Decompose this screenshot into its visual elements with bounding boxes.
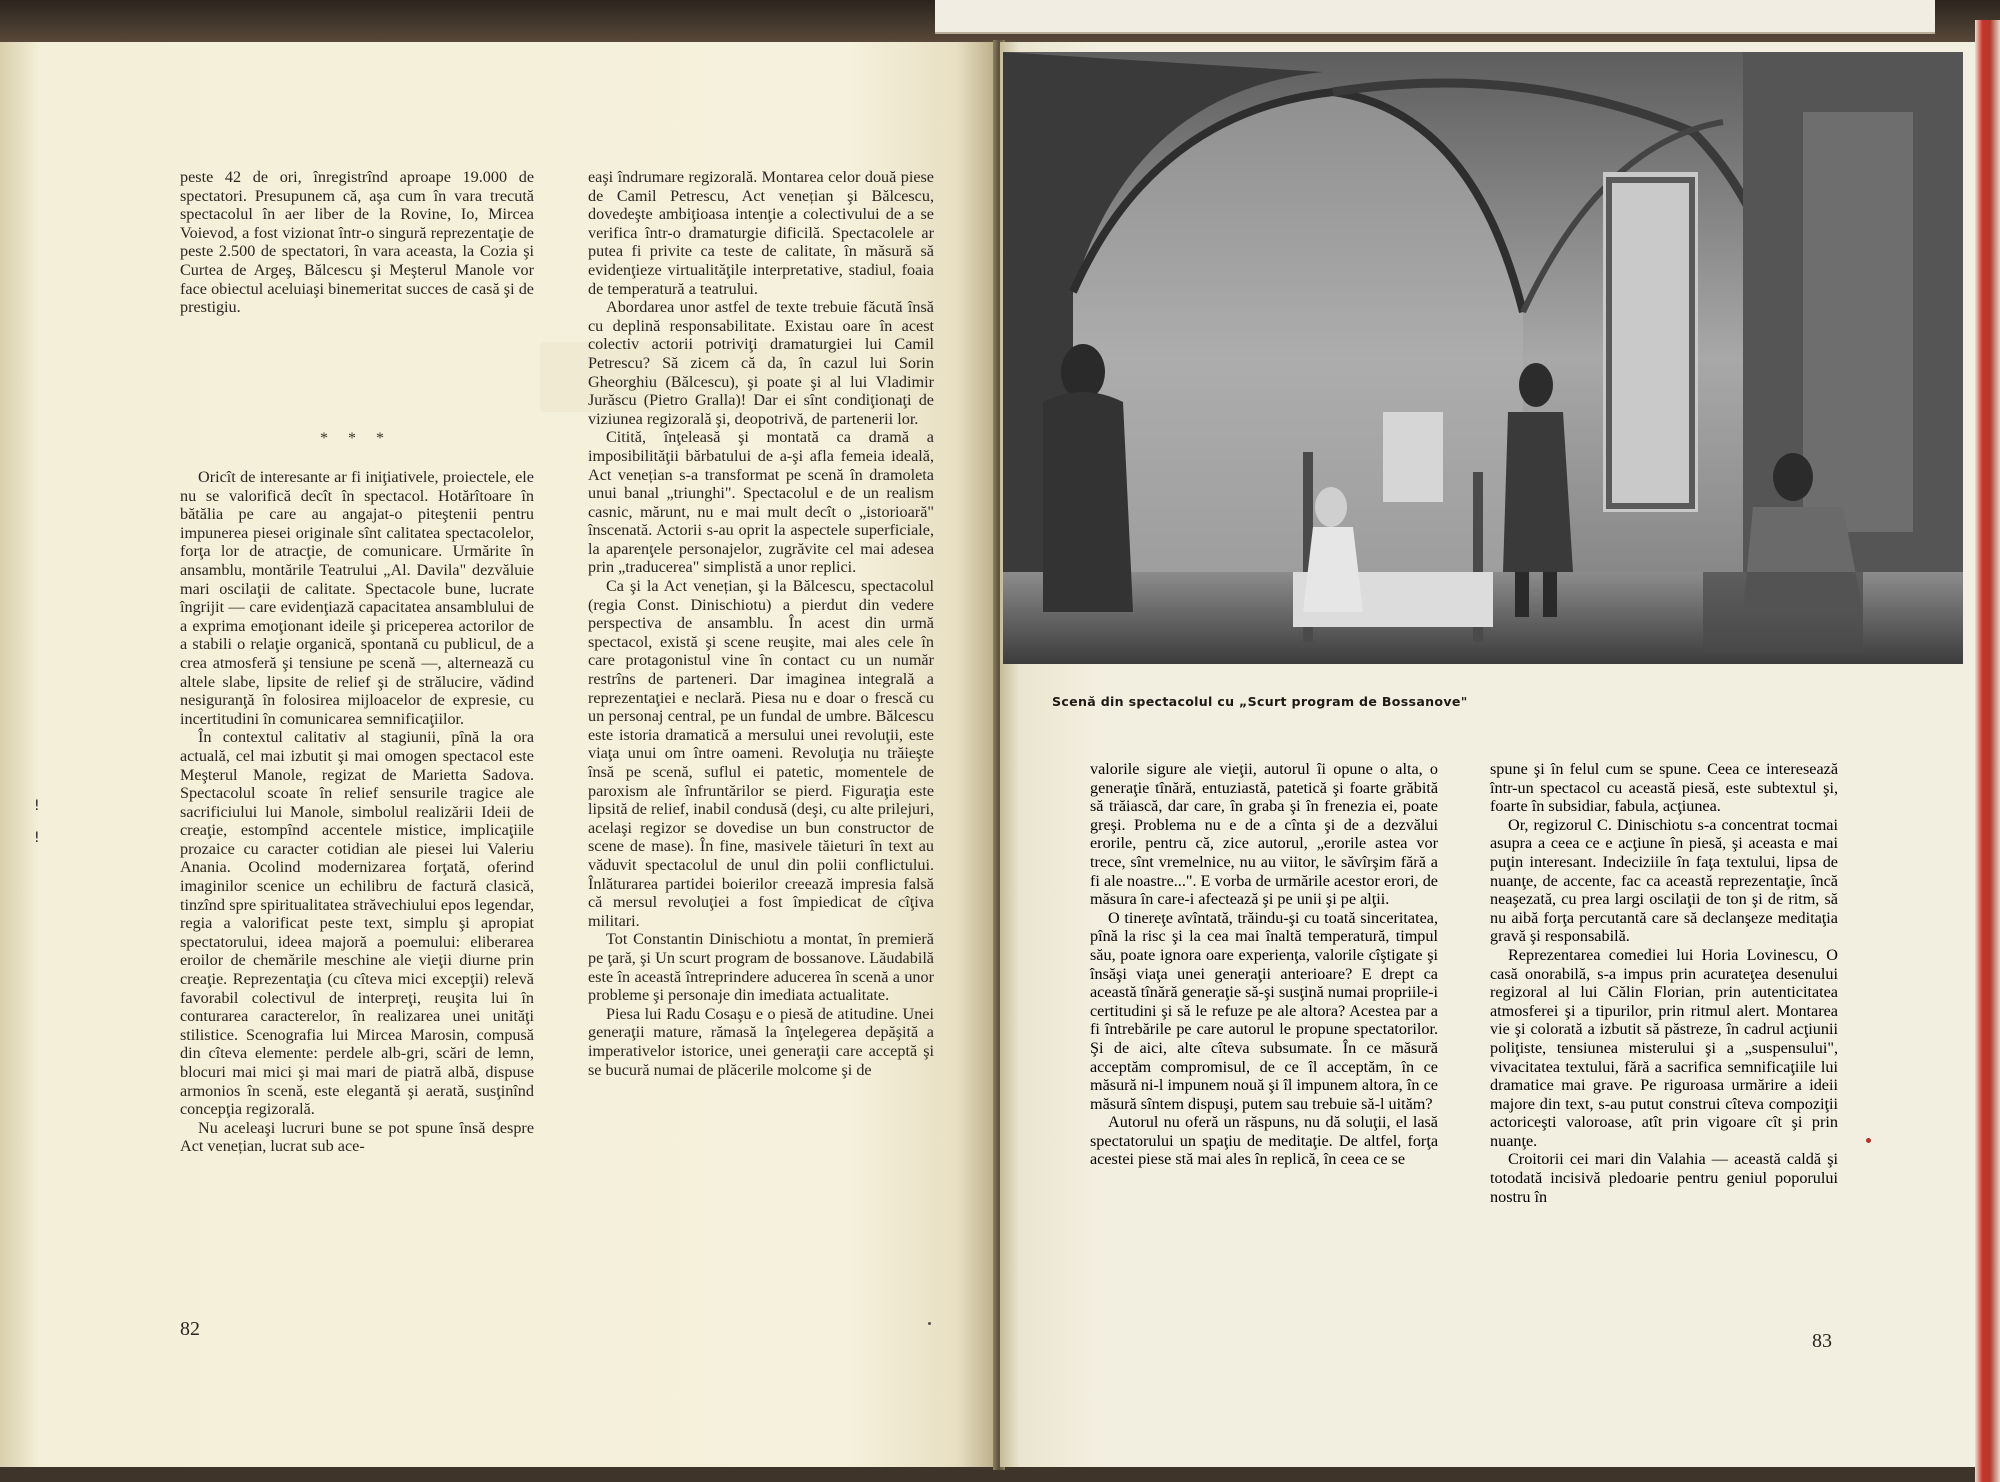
- paragraph: eaşi îndrumare regizorală. Montarea celor două piese de Camil Petrescu, Act venețian şi Bălcescu, dovedeşte ambiţioasa intenţie a colectivului de a se verifica într-o dramaturgie dificilă. Spectacolele ar putea fi privite ca teste de calitate, în măsură să evidenţieze virtualităţile interpretative, stadiul, foaia de temperatură a teatrului.: [588, 168, 934, 298]
- paragraph: Tot Constantin Dinischiotu a montat, în premieră pe ţară, şi Un scurt program de bossanove. Lăudabilă este în această întreprindere aducerea în scenă a unor probleme şi personaje din imediata actualitate.: [588, 930, 934, 1005]
- paragraph: spune şi în felul cum se spune. Ceea ce interesează într-un spectacol cu această piesă, este subtextul şi, foarte în subsidiar, fabula, acţiunea.: [1490, 760, 1838, 816]
- paragraph: Or, regizorul C. Dinischiotu s-a concentrat tocmai asupra a ceea ce e acţiune în piesă, şi aceasta e mai puţin interesant. Indeciziile în faţa textului, lipsa de nuanţe, de accente, fac ca această reprezentaţie, încă neaşezată, cu prea largi oscilaţii de ton şi de ritm, să nu aibă forţa percutantă care să declanşeze meditaţia gravă şi responsabilă.: [1490, 815, 1838, 946]
- photo-caption: Scenă din spectacolul cu „Scurt program de Bossanove": [1052, 694, 1468, 709]
- paragraph: Citită, înţeleasă şi montată ca dramă a imposibilităţii bărbatului de a-şi afla femeia ideală, Act venețian s-a transformat pe scenă în dramoleta unui banal „triunghi". Spectacolul e de un realism casnic, mărunt, nu e mai mult decît o „istorioară" înscenată. Actorii s-au oprit la aspectele superficiale, la aparenţele personajelor, zugrăvite cel mai adesea prin „traducerea" simplistă a unor replici.: [588, 428, 934, 577]
- margin-mark-2: !: [34, 830, 40, 846]
- paragraph: valorile sigure ale vieţii, autorul îi opune o alta, o generaţie tînără, entuziastă, patetică şi foarte grăbită să trăiască, dar care, în graba şi în frenezia ei, poate greşi. Problema nu e de a cînta şi de a dezvălui erorile, pentru că, zice autorul, „erorile astea vor trece, sînt vremelnice, nu au viitor, le săvîrşim fără a fi ale noastre...". E vorba de urmările acestor erori, de măsura în care-i afectează şi pe unii şi pe alţii.: [1090, 760, 1438, 909]
- paragraph: Nu aceleaşi lucruri bune se pot spune însă despre Act venețian, lucrat sub ace-: [180, 1118, 534, 1156]
- paragraph: Croitorii cei mari din Valahia — această caldă şi totodată incisivă pledoarie pentru geniul poporului nostru în: [1490, 1150, 1838, 1206]
- left-col-2: [588, 168, 934, 1079]
- stage-photo: [1003, 52, 1963, 664]
- left-col-1-top: [180, 168, 534, 317]
- left-col-1-bottom: [180, 468, 534, 1156]
- left-page: [0, 42, 997, 1467]
- right-col-1: [1090, 760, 1438, 1169]
- top-loose-sheet: [935, 0, 1935, 34]
- right-col-2: [1490, 760, 1838, 1206]
- paragraph: Oricît de interesante ar fi iniţiativele, proiectele, ele nu se valorifică decît în spectacol. Hotărîtoare în bătălia pe care au angajat-o piteştenii pentru impunerea piesei originale sînt calitatea spectacolelor, forţa lor de atracţie, de comunicare. Urmărite în ansamblu, montările Teatrului „Al. Davila" dezvăluie mari oscilaţii de calitate. Spectacole bune, lucrate îngrijit — care evidenţiază capacitatea ansamblului de a exprima emoţionant ideile şi priceperea actorilor de a stabili o relaţie organică, spontană cu publicul, de a crea atmosferă şi tensiune pe scenă —, alternează cu altele slabe, lipsite de relief şi de strălucire, vădind nesiguranţă în folosirea mijloacelor de expresie, cu incertitudini în comunicarea semnificaţiilor.: [180, 468, 534, 728]
- margin-mark-1: !: [34, 798, 40, 814]
- stage-photo-drawing: [1003, 52, 1963, 664]
- section-separator: * * *: [320, 430, 392, 447]
- paragraph: Reprezentarea comediei lui Horia Lovinescu, O casă onorabilă, s-a impus prin acurateţea desenului regizoral al lui Călin Florian, prin autenticitatea atmosferei şi a tipurilor, prin ritmul alert. Montarea vie şi colorată a izbutit să păstreze, în cadrul acţiunii poliţiste, tensiunea misterului şi a „suspensului", vivacitatea textului, fără a sacrifica semnificaţiile lui dramatice mai grave. Pe riguroasa urmărire a ideii majore din text, s-au putut construi cîteva compoziţii actoriceşti valoroase, atît prin vigoare cît şi prin nuanţe.: [1490, 945, 1838, 1150]
- book-fore-edge: [1975, 20, 2000, 1482]
- page-number-left: 82: [180, 1318, 200, 1340]
- ink-speck: [928, 1322, 931, 1325]
- paragraph: Autorul nu oferă un răspuns, nu dă soluţii, el lasă spectatorului un spaţiu de meditaţie. De altfel, forţa acestei piese stă mai ales în replică, în ceea ce se: [1090, 1113, 1438, 1169]
- paragraph: O tinereţe avîntată, trăindu-şi cu toată sinceritatea, pînă la risc şi la cea mai înaltă temperatură, timpul său, poate ignora oare experienţa, valorile cîştigate şi însăşi viaţa unei generaţii anterioare? E drept ca această tînără generaţie să-şi susţină numai propriile-i certitudini şi să le refuze pe ale altora? Acestea par a fi întrebările pe care autorul le propune spectatorilor. Şi de aici, alte cîteva subsumate. În ce măsură acceptăm compromisul, de ce îl acceptăm, în ce măsură ni-l impunem nouă şi îl impunem altora, în ce măsură sîntem dispuşi, putem sau trebuie să-l uităm?: [1090, 908, 1438, 1113]
- paragraph: peste 42 de ori, înregistrînd aproape 19.000 de spectatori. Presupunem că, aşa cum în vara trecută spectacolul în aer liber de la Rovine, Io, Mircea Voievod, a fost vizionat într-o singură reprezentaţie de peste 2.500 de spectatori, în vara aceasta, la Cozia şi Curtea de Argeş, Bălcescu şi Meşterul Manole vor face obiectul aceluiaşi binemeritat succes de casă şi de prestigiu.: [180, 168, 534, 317]
- red-ink-dot: [1866, 1138, 1871, 1143]
- paragraph: În contextul calitativ al stagiunii, pînă la ora actuală, cel mai izbutit şi mai omogen spectacol este Meşterul Manole, regizat de Marietta Sadova. Spectacolul scoate în relief sensurile tragice ale sacrificiului lui Manole, simbolul realizării Ideii de creaţie, estompînd accentele mistice, implicaţiile prozaice cu caracter cotidian ale piesei lui Valeriu Anania. Ocolind modernizarea forţată, oferind imaginilor scenice un echilibru de factură clasică, tinzînd spre spiritualitatea străvechiului epos legendar, regia a valorificat peste text, simplu şi apropiat spectatorului, ideea majoră a poemului: eliberarea eroilor de chemările meschine ale vieţii diurne prin creaţie. Reprezentaţia (cu cîteva mici excepţii) relevă favorabil colectivul de interpreţi, reuşita lui în conturarea caracterelor, în realizarea unei unităţi stilistice. Scenografia lui Mircea Marosin, compusă din cîteva elemente: perdele alb-gri, scări de lemn, blocuri mai mici şi mai mari de piatră albă, dispuse armonios în scenă, este elegantă şi aerată, susţinînd concepţia regizorală.: [180, 728, 534, 1119]
- paragraph: Abordarea unor astfel de texte trebuie făcută însă cu deplină responsabilitate. Existau oare în acest colectiv actorii potriviţi dramaturgiei lui Camil Petrescu? Să zicem că da, în cazul lui Sorin Gheorghiu (Bălcescu), şi poate şi al lui Vladimir Jurăscu (Pietro Gralla)! Dar ei sînt condiţionaţi de viziunea regizorală şi, deopotrivă, de partenerii lor.: [588, 298, 934, 428]
- paragraph: Ca şi la Act venețian, şi la Bălcescu, spectacolul (regia Const. Dinischiotu) a pierdut din vedere perspectiva de ansamblu. În acest din urmă spectacol, există şi scene reuşite, mai ales cele în care protagonistul vine în contact cu un număr restrîns de parteneri. Dar imaginea integrală a reprezentaţiei e neclară. Piesa nu e doar o frescă cu un personaj central, pe un fundal de umbre. Bălcescu este istoria dramatică a mersului unei revoluţii, este viaţa unui om între oameni. Revoluţia nu trăieşte însă pe scenă, suflul ei patetic, momentele de paroxism ale înfruntărilor se pierd. Figuraţia este lipsită de relief, inabil condusă (deşi, cu alte prilejuri, acelaşi regizor se dovedise un bun constructor de scene de mase). În fine, masivele tăieturi în text au văduvit spectacolul de unul din polii conflictului. Înlăturarea partidei boierilor creează impresia falsă că mersul revoluţiei a fost împiedicat de cîţiva militari.: [588, 577, 934, 930]
- paragraph: Piesa lui Radu Cosaşu e o piesă de atitudine. Unei generaţii mature, rămasă la înţelegerea depăşită a imperativelor istorice, unei generaţii care acceptă şi se bucură numai de plăcerile molcome şi de: [588, 1004, 934, 1079]
- page-number-right: 83: [1812, 1330, 1832, 1352]
